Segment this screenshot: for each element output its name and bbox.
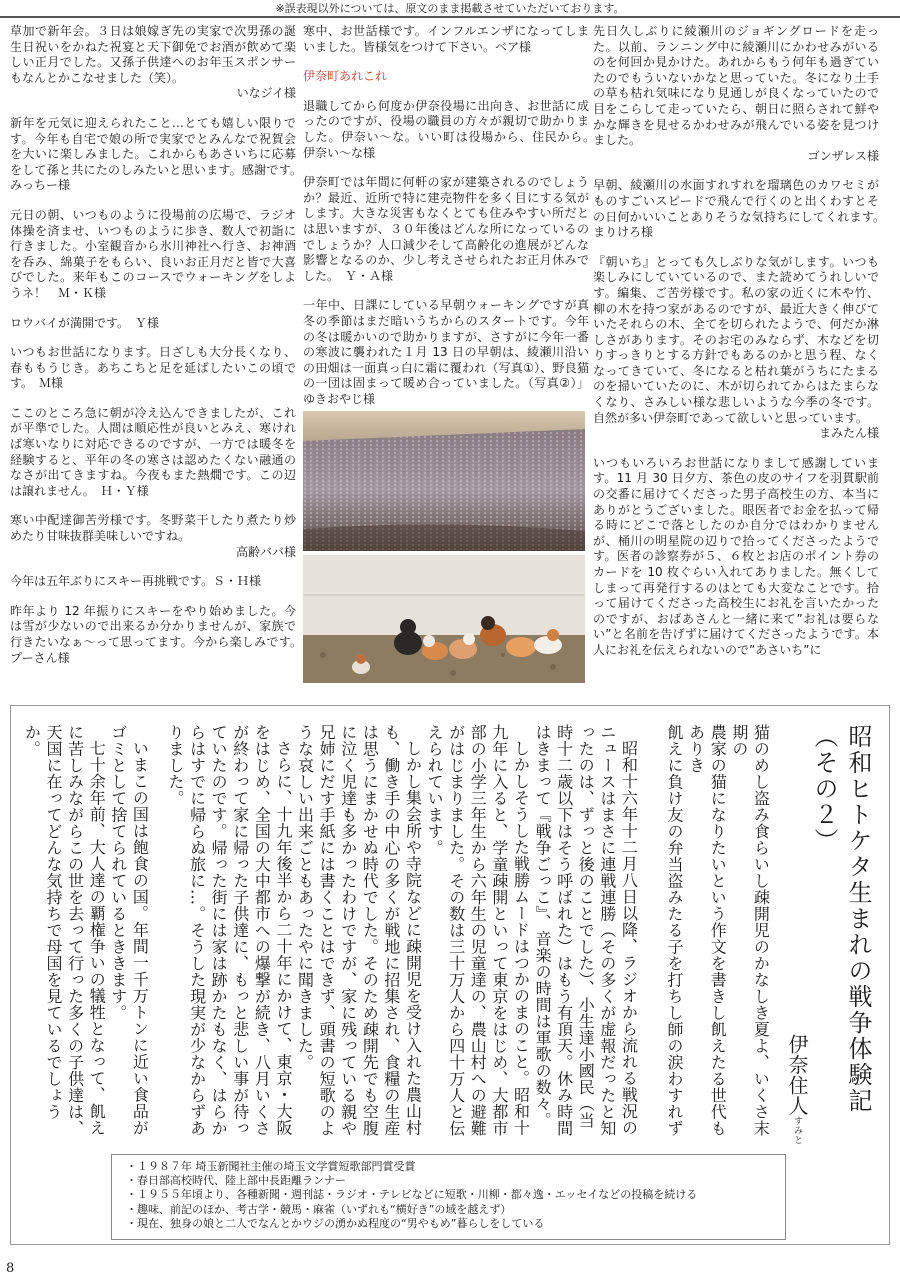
stray-cats-photo xyxy=(303,555,585,683)
section-heading: 伊奈町あれこれ xyxy=(303,69,388,84)
essay-vertical-text xyxy=(21,724,875,1144)
letter: 早朝、綾瀬川の水面すれすれを瑠璃色のカワセミがものすごいスピードで飛んで行くのと出くわすとその日何かいいことありそうな気持ちにしてくれます。 まりけろ様 xyxy=(593,178,879,240)
letter: 伊奈町では年間に何軒の家が建築されるのでしょうか？最近、近所で特に建売物件を多く目にする気がします。大きな災害もなくとても住みやすい所だとは思いますが、３０年後はどんな所になっているのでしょうか？人口減少そして高齢化の進展がどんな影響となるのか、少し考えさせられたお正月休みでした。 Ｙ・Ａ様 xyxy=(303,175,589,283)
letter: 『朝いち』とっても久しぶりな気がします。いつも楽しみにしていているので、また読めてうれしいです。編集、ご苦労様です。私の家の近くに木や竹、柳の木を持つ家があるのですが、最近大きく伸びていたそれらの木、全てを切られたようで、何だか淋しさがあります。そのお宅のみならず、木などを切りすっきりとする方針でもあるのかと思う程、なくなってきていて、冬になると枯れ葉がうちにたまるのを掃いていたのに、木が切られてからはたまらなくなり、さみしい様な悲しいような今季の冬です。自然が多い伊奈町であって欲しいと思っています。 まみたん様 xyxy=(593,254,879,441)
war-experience-essay xyxy=(10,705,890,1245)
letter: 退職してから何度か伊奈役場に出向き、お世話に成ったのですが、役場の職員の方々が親切で助かりました。伊奈い～な。いい町は役場から、住民から。 伊奈い～な様 xyxy=(303,98,589,160)
letter: 一年中、日課にしている早朝ウォーキングですが真冬の季節はまだ暗いうちからのスタートです。今年の冬は暖かいので助かりますが、さすがに今年一番の寒波に襲われた１月 13 日の早朝は、綾瀬川沿いの田畑は一面真っ白に霜に覆われ（写真①）、野良猫の一団は固まって暖め合っていました。（写真②）」ゆきおやじ様 xyxy=(303,298,589,406)
letter: いつもお世話になります。日ざしも大分長くなり、春ももうじき。あちこちと足を延ばしたいこの頃です。 Ｍ様 xyxy=(10,345,296,391)
profile-line: ・現在、独身の娘と二人でなんとかウジの湧かぬ程度の“男やもめ”暮らしをしている xyxy=(126,1216,545,1230)
tanka-poems xyxy=(663,724,771,1144)
letter: ロウバイが満開です。 Ｙ様 xyxy=(10,315,160,330)
frost-field-icon xyxy=(303,411,585,551)
letter: 元日の朝、いつものように役場前の広場で、ラジオ体操を済ませ、いつものように歩き、数人で初詣に行きました。小室観音から氷川神社へ行き、お神酒を呑み、綿菓子をもらい、良いお正月だと皆で大喜びでした。来年もこのコースでウォーキングをしようネ！ Ｍ・Ｋ様 xyxy=(10,207,296,300)
essay-paragraph: 昭和十六年十二月八日以降、ラジオから流れる戦況のニュースはまさに連戦連勝（その多くが虚報だったと知ったのは、ずっと後のことでした）、小生達小國民（当時十二歳以下はそう呼ばれた）はもう有頂天。休み時間はきまって『戦争ごっこ』、音楽の時間は軍歌の数々。 xyxy=(533,724,639,1137)
essay-author: 伊奈住人すみと xyxy=(785,1033,809,1144)
letter: 今年は五年ぶりにスキー再挑戦です。Ｓ・Ｈ様 xyxy=(10,574,262,589)
letter-signature: まみたん様 xyxy=(818,426,879,441)
letter-signature: ゴンザレス様 xyxy=(807,148,879,163)
author-profile xyxy=(111,1154,786,1240)
essay-paragraph: しかしそうした戦勝ムードはつかのまのこと。昭和十九年に入ると、学童疎開といって東京をはじめ、大都市部の小学三年生から六年生の児童達の、農山村への避難がはじまりました。その数は三十万人から四十万人と伝えられています。 xyxy=(425,724,531,1137)
essay-paragraph: いまこの国は飽食の国。年間一千万トンに近い食品がゴミとして捨てられているとききます。 xyxy=(108,724,150,1136)
essay-paragraph: しかし集会所や寺院などに疎開児を受け入れた農山村も、働き手の中心の多くが戦地に招集され、食糧の生産は思うにまかせぬ時代でした。そのため疎開先でも空腹に泣く児達も多かったわけですが、家に残っている親や兄姉にだす手紙には書くことはできず、頭書の短歌のような哀しい出来ごともあったやに聞きました。 xyxy=(295,724,423,1137)
profile-line: ・１９８７年 埼玉新聞社主催の埼玉文学賞短歌部門賞受賞 xyxy=(126,1160,416,1173)
letter: 新年を元気に迎えられたこと…とても嬉しい限りです。今年も自宅で娘の所で実家でとみんなで祝賀会を大いに楽しみました。これからもあさいちに応募をして孫と共にたのしみたいと思います。感謝です。 みっちー様 xyxy=(10,115,296,193)
letter: いつもいろいろお世話になりまして感謝しています。11 月 30 日夕方、茶色の皮のサイフを羽貫駅前の交番に届けてくださった男子高校生の方、本当にありがとうございました。眼医者でお金を払って帰る時にどこで落としたのか自分ではわかりませんが、桶川の明星院の辺りで拾ってくださったようです。医者の診察券が５、６枚とお店のポイント券のカードを 10 枚ぐらい入れてありました。無くしてしまって再発行するのはとても大変なことです。拾って届けてくださった高校生にお礼を言いたかったのですが、おばあさんと一緒に来て”お礼は要らない”と名前を告げずに届けてくださったようです。本人にお礼を伝えられないので”あさいち”に xyxy=(593,455,879,657)
frost-field-photo xyxy=(303,411,585,551)
stray-cats-icon xyxy=(303,555,585,683)
essay-title: 昭和ヒトケタ生まれの戦争体験記（その２） xyxy=(810,724,872,1114)
letters-column-1 xyxy=(10,24,296,700)
header-note: ※誤表現以外については、原文のまま掲載させていただいております。 xyxy=(0,2,900,18)
letter: 寒い中配達御苦労様です。冬野菜干したり煮たり炒めたり甘味抜群美味しいですね。 高齢ババ様 xyxy=(10,513,296,559)
essay-paragraph: さらに、十九年後半から二十年にかけて、東京・大阪をはじめ、全国の大中都市への爆撃が続き、八月いくさが終わって家に帰った子供達に、もっと悲しい事が待っていたのです。帰った街には家は跡かたもなく、はらからはすでに帰らぬ旅に…。そうした現実が少なからずありました。 xyxy=(165,724,293,1137)
letters-column-3 xyxy=(593,24,879,700)
tanka: 猫のめし盗み食らいし疎開児のかなしき夏よ、いくさ末期の xyxy=(729,724,771,1137)
letter: 先日久しぶりに綾瀬川のジョギングロードを走った。以前、ランニング中に綾瀬川にかわせみがいるのを何回か見かけた。あれからもう何年も過ぎていたのでもういないかなと思っていた。冬になり土手の草も枯れ気味になり見通しが良くなっていたので目をこらして走っていたら、朝日に照らされて鮮やかな輝きを見せるかわせみが飛んでいる姿を見つけました。 ゴンザレス様 xyxy=(593,24,879,163)
tanka: 農家の猫になりたいという作文を書きし飢えたる世代もありき xyxy=(686,724,728,1137)
letter-signature: 高齢ババ様 xyxy=(235,544,296,559)
letter-signature: いなジイ様 xyxy=(236,86,296,101)
author-ruby: すみと xyxy=(792,1115,802,1144)
letter: 昨年より 12 年振りにスキーをやり始めました。今は雪が少ないので出来るか分かりませんが、家族で行きたいなぁ～って思ってます。今から楽しみです。 プーさん様 xyxy=(10,603,296,665)
profile-line: ・１９５５年頃より、各種新聞・週刊誌・ラジオ・テレビなどに短歌・川柳・都々逸・エッセイなどの投稿を続ける xyxy=(126,1188,698,1202)
letter: 寒中、お世話様です。インフルエンザになってしまいました。皆様気をつけて下さい。ベア様 xyxy=(303,24,589,54)
letter: ここのところ急に朝が冷え込んできましたが、これが平準でした。人間は順応性が良いとみえ、寒ければ寒いなりに対応できるのですが、一方では暖冬を経験すると、平年の冬の寒さは認めたくない融通のなさが出てきますね。今夜もまた熱燗です。この辺は譲れません。 Ｈ・Ｙ様 xyxy=(10,405,296,498)
letters-column-2 xyxy=(303,24,589,700)
tanka: 飢えに負け友の弁当盗みたる子を打ちし師の涙わすれず xyxy=(665,724,685,1137)
profile-line: ・趣味、前記のほか、考古学・競馬・麻雀（いずれも“横好き”の域を越えず） xyxy=(126,1202,512,1216)
essay-paragraph: 七十余年前、大人達の覇権争いの犠牲となって、飢えに苦しみながらこの世を去って行った多くの子供達は、天国に在ってどんな気持ちで母国を見ているでしょうか。 xyxy=(22,724,107,1137)
page-number: 8 xyxy=(6,1261,15,1276)
profile-line: ・春日部高校時代、陸上部中長距離ランナー xyxy=(126,1174,346,1188)
letter: 草加で新年会。３日は娘嫁ぎ先の実家で次男孫の誕生日祝いをかねた祝宴と天下御免でお酒が飲めて楽しい正月でした。又孫子供達へのお年玉スポンサーもなんとかこなせました（笑）。 いなジイ様 xyxy=(10,24,296,101)
